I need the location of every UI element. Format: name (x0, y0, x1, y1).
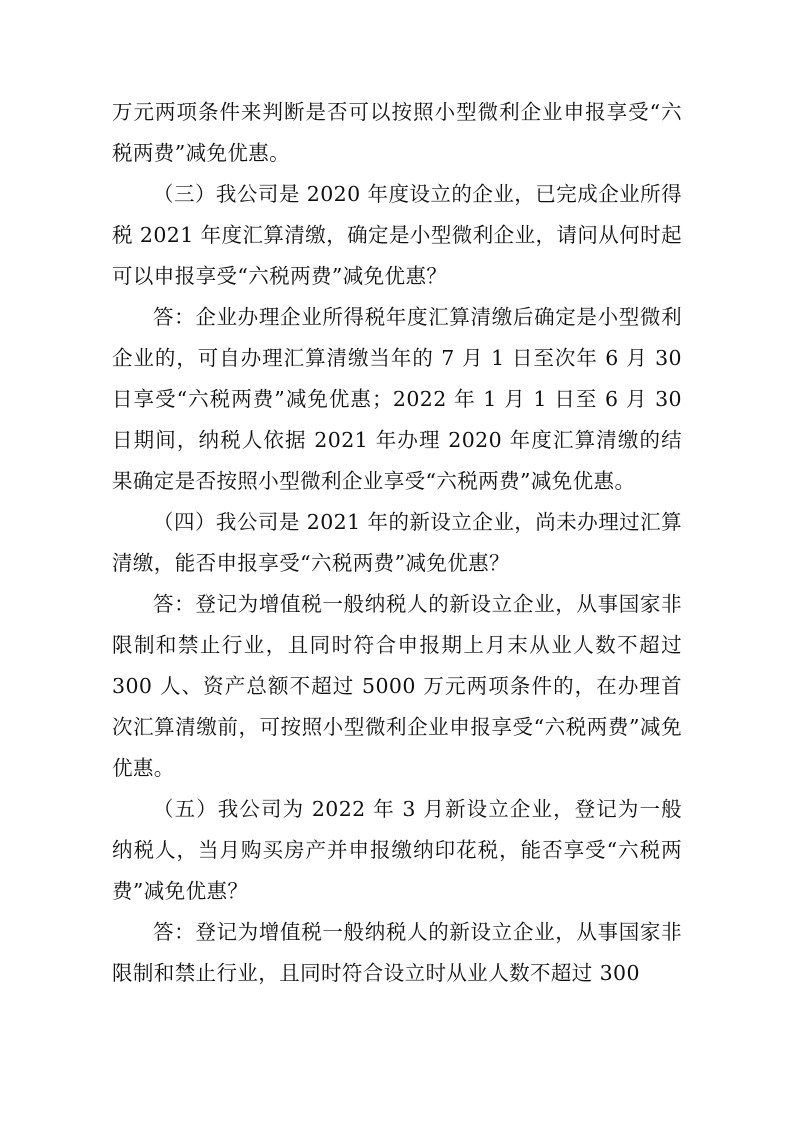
paragraph: 答：企业办理企业所得税年度汇算清缴后确定是小型微利企业的，可自办理汇算清缴当年的 7 月 1 日至次年 6 月 30 日享受“六税两费”减免优惠；2022 年 1 月 1 日至 6 月 30 日期间，纳税人依据 2021 年办理 2020 年度汇算清缴的结果确定是否按照小型微利企业享受“六税两费”减免优惠。 (112, 305, 682, 493)
paragraph: （四）我公司是 2021 年的新设立企业，尚未办理过汇算清缴，能否申报享受“六税两费”减免优惠？ (112, 510, 682, 575)
document-body (112, 92, 682, 994)
paragraph: （五）我公司为 2022 年 3 月新设立企业，登记为一般纳税人，当月购买房产并申报缴纳印花税，能否享受“六税两费”减免优惠？ (112, 797, 682, 903)
paragraph: 答：登记为增值税一般纳税人的新设立企业，从事国家非限制和禁止行业，且同时符合设立时从业人数不超过 300 (112, 920, 682, 985)
paragraph: 答：登记为增值税一般纳税人的新设立企业，从事国家非限制和禁止行业，且同时符合申报期上月末从业人数不超过 300 人、资产总额不超过 5000 万元两项条件的，在办理首次汇算清缴前，可按照小型微利企业申报享受“六税两费”减免优惠。 (112, 592, 682, 780)
paragraph: 万元两项条件来判断是否可以按照小型微利企业申报享受“六税两费”减免优惠。 (112, 100, 682, 165)
paragraph: （三）我公司是 2020 年度设立的企业，已完成企业所得税 2021 年度汇算清缴，确定是小型微利企业，请问从何时起可以申报享受“六税两费”减免优惠？ (112, 182, 682, 288)
